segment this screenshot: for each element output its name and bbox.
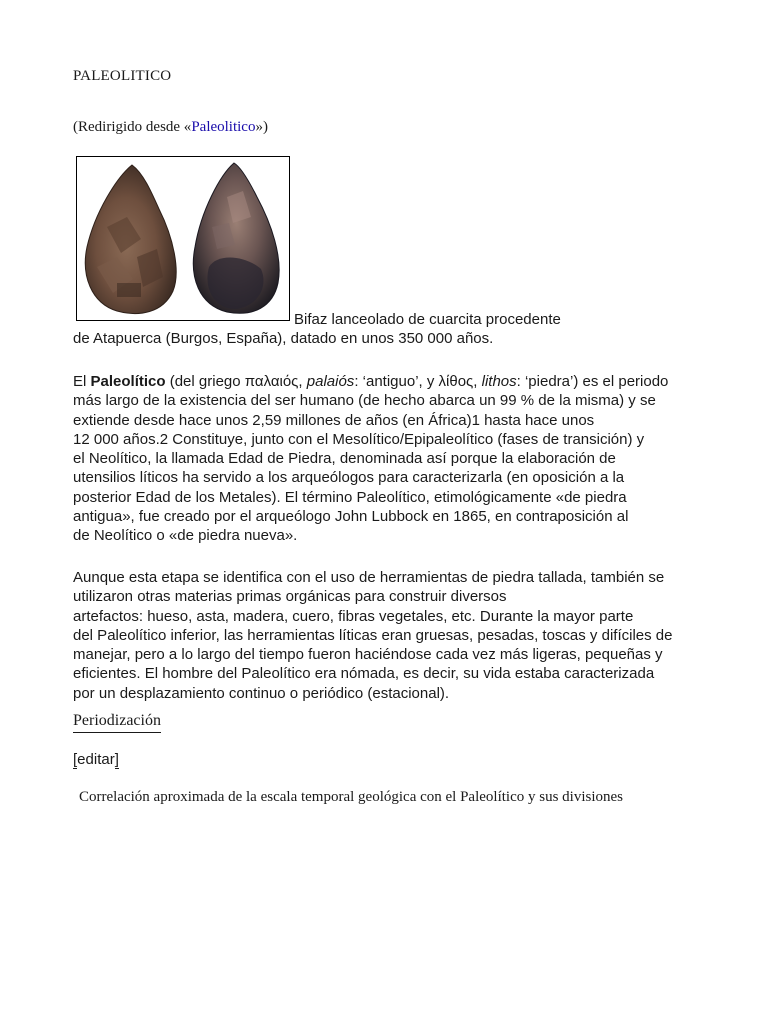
table-caption: Correlación aproximada de la escala temporal geológica con el Paleolítico y sus divisiones — [79, 789, 623, 805]
paragraph-line: artefactos: hueso, asta, madera, cuero, fibras vegetales, etc. Durante la mayor parte — [73, 607, 634, 625]
term-italic: palaiós — [306, 373, 355, 390]
text-run: : ‘antiguo’, y λίθος, — [354, 373, 482, 390]
paragraph-line: el Neolítico, la llamada Edad de Piedra, denominada así porque la elaboración de — [73, 450, 616, 468]
paragraph-line: de Neolítico o «de piedra nueva». — [73, 527, 298, 545]
edit-bracket-open: [ — [73, 751, 78, 768]
page-title: PALEOLITICO — [73, 68, 172, 84]
paragraph-line: utensilios líticos ha servido a los arqueólogos para caracterizarla (en oposición a la — [73, 469, 625, 487]
redirect-notice — [73, 119, 268, 136]
paragraph-intro — [73, 372, 698, 546]
paragraph-line: antigua», fue creado por el arqueólogo John Lubbock en 1865, en contraposición al — [73, 508, 629, 526]
paragraph-line — [73, 372, 698, 391]
term-bold: Paleolítico — [90, 373, 166, 390]
text-run: (del griego παλαιός, — [165, 373, 307, 390]
redirect-suffix: ») — [255, 119, 268, 135]
paragraph-line: posterior Edad de los Metales). El término Paleolítico, etimológicamente «de piedra — [73, 488, 627, 506]
paragraph-line: manejar, pero a lo largo del tiempo fueron haciéndose cada vez más ligeras, pequeñas y — [73, 646, 663, 664]
caption-line-1: Bifaz lanceolado de cuarcita procedente — [294, 311, 561, 328]
paragraph-line: eficientes. El hombre del Paleolítico era nómada, es decir, su vida estaba caracterizada — [73, 665, 655, 683]
section-heading: Periodización — [73, 711, 161, 733]
paragraph-line: utilizaron otras materias primas orgánicas para construir diversos — [73, 588, 507, 606]
text-run: : ‘piedra’) es el periodo — [516, 373, 669, 390]
figure-caption — [73, 310, 693, 348]
biface-image — [76, 156, 290, 321]
paragraph-line: del Paleolítico inferior, las herramientas líticas eran gruesas, pesadas, toscas y difíciles de — [73, 626, 673, 644]
caption-line-2: de Atapuerca (Burgos, España), datado en unos 350 000 años. — [73, 330, 494, 347]
edit-label[interactable]: editar — [77, 751, 115, 768]
paragraph-line: Aunque esta etapa se identifica con el uso de herramientas de piedra tallada, también se — [73, 569, 665, 586]
redirect-link[interactable]: Paleolitico — [191, 119, 256, 135]
edit-section-link[interactable] — [73, 751, 119, 769]
edit-bracket-close: ] — [114, 751, 119, 768]
redirect-prefix: (Redirigido desde « — [73, 119, 192, 135]
paragraph-tools — [73, 568, 698, 703]
paragraph-line: más largo de la existencia del ser humano (de hecho abarca un 99 % de la misma) y se — [73, 392, 656, 410]
paragraph-line: por un desplazamiento continuo o periódico (estacional). — [73, 684, 450, 702]
paragraph-line: 12 000 años.2 Constituye, junto con el Mesolítico/Epipaleolítico (fases de transición) y — [73, 430, 645, 448]
paragraph-line: extiende desde hace unos 2,59 millones de años (en África)1 hasta hace unos — [73, 411, 595, 429]
text-run: El — [73, 373, 91, 390]
term-italic: lithos — [481, 373, 517, 390]
